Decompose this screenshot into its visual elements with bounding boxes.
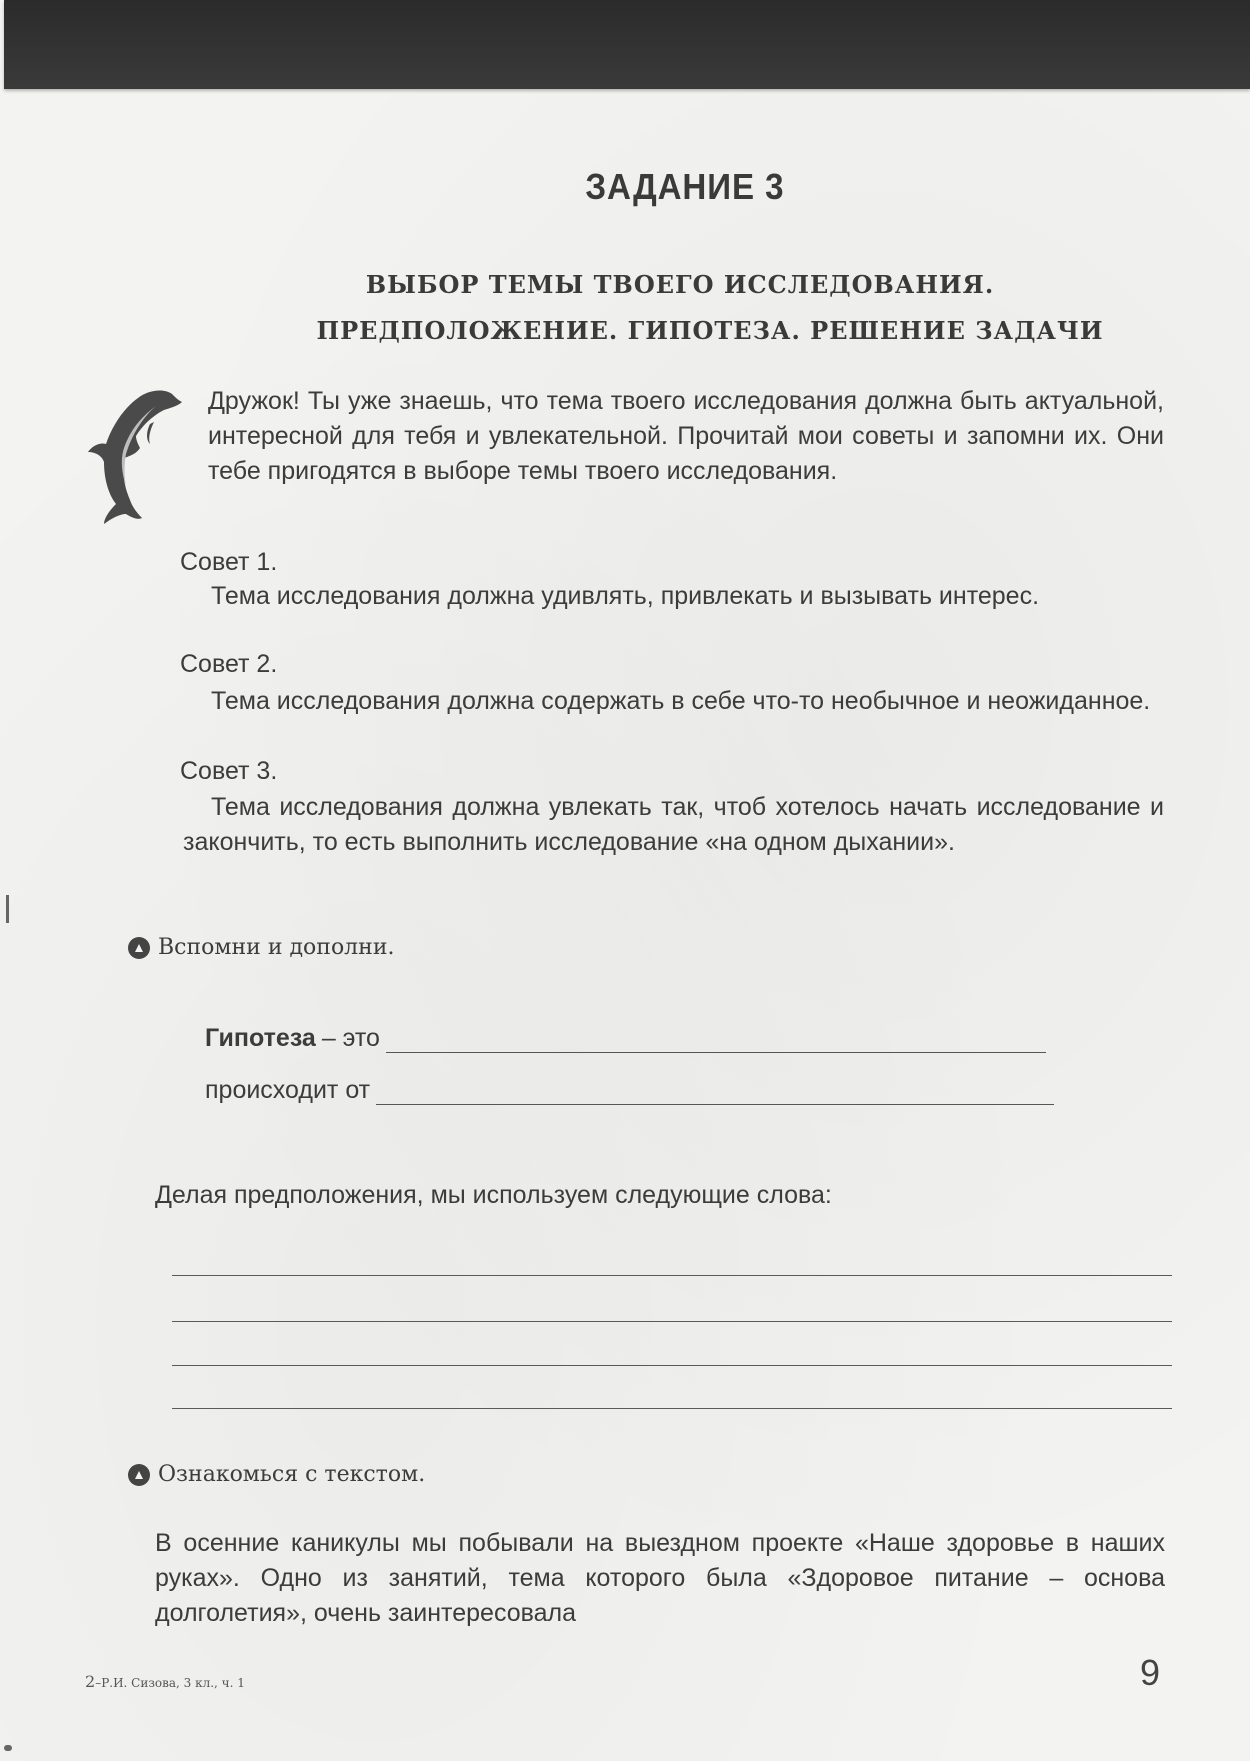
- advice-3-text: Тема исследования должна увлекать так, чтоб хотелось начать исследование и закончить, то есть выполнить исследование «на одном дыхании».: [183, 793, 1164, 856]
- scan-edge-mark: [6, 895, 9, 923]
- answer-line-2[interactable]: [172, 1321, 1172, 1322]
- section-subtitle-line-2: ПРЕДПОЛОЖЕНИЕ. ГИПОТЕЗА. РЕШЕНИЕ ЗАДАЧИ: [316, 316, 1104, 345]
- task-title: [55, 166, 1205, 208]
- origin-label: происходит от: [205, 1076, 371, 1104]
- hypothesis-definition-blank[interactable]: [386, 1027, 1046, 1053]
- hypothesis-origin-row: [205, 1076, 1054, 1105]
- hypothesis-term: Гипотеза: [205, 1024, 316, 1052]
- advice-1-text: Тема исследования должна удивлять, привлекать и вызывать интерес.: [211, 582, 1040, 610]
- exercise-2-text: В осенние каникулы мы побывали на выездном проекте «Наше здоровье в наших руках». Одно из занятий, тема которого была «Здоровое питание – основа долголетия», очень заинтересовала: [155, 1529, 1165, 1627]
- answer-line-1[interactable]: [172, 1275, 1172, 1276]
- exercise-marker-icon: [128, 1464, 150, 1486]
- advice-2-heading: Совет 2.: [180, 650, 278, 678]
- hypothesis-definition-row: [205, 1024, 1046, 1053]
- assumption-words-prompt: Делая предположения, мы используем следующие слова:: [155, 1181, 832, 1209]
- section-subtitle-line-1: ВЫБОР ТЕМЫ ТВОЕГО ИССЛЕДОВАНИЯ.: [365, 270, 995, 299]
- page-number: 9: [1140, 1652, 1161, 1693]
- answer-line-4[interactable]: [172, 1408, 1172, 1409]
- advice-2-text: Тема исследования должна содержать в себе что-то необычное и неожиданное.: [211, 687, 1151, 715]
- exercise-1-header: [128, 935, 394, 960]
- answer-line-3[interactable]: [172, 1365, 1172, 1366]
- credit-text: –Р.И. Сизова, 3 кл., ч. 1: [95, 1676, 245, 1690]
- exercise-marker-icon: [128, 937, 150, 959]
- scan-top-band: [4, 0, 1250, 89]
- exercise-2-instruction: Ознакомься с текстом.: [158, 1462, 426, 1487]
- exercise-2-header: [128, 1462, 425, 1487]
- scan-edge-mark: [4, 1745, 12, 1751]
- origin-blank[interactable]: [376, 1079, 1054, 1105]
- dolphin-icon: [86, 386, 186, 526]
- exercise-1-instruction: Вспомни и дополни.: [158, 935, 395, 960]
- hypothesis-dash-text: – это: [321, 1024, 380, 1052]
- footer-credit: [85, 1672, 245, 1691]
- task-title-text: ЗАДАНИЕ 3: [585, 166, 785, 207]
- sheet-number: 2: [85, 1672, 96, 1691]
- advice-1-heading: Совет 1.: [180, 548, 278, 576]
- intro-paragraph: Дружок! Ты уже знаешь, что тема твоего исследования должна быть актуальной, интересной для тебя и увлекательной. Прочитай мои советы и запомни их. Они тебе пригодятся в выборе темы твоего исследования.: [208, 387, 1164, 485]
- advice-3-heading: Совет 3.: [180, 757, 278, 785]
